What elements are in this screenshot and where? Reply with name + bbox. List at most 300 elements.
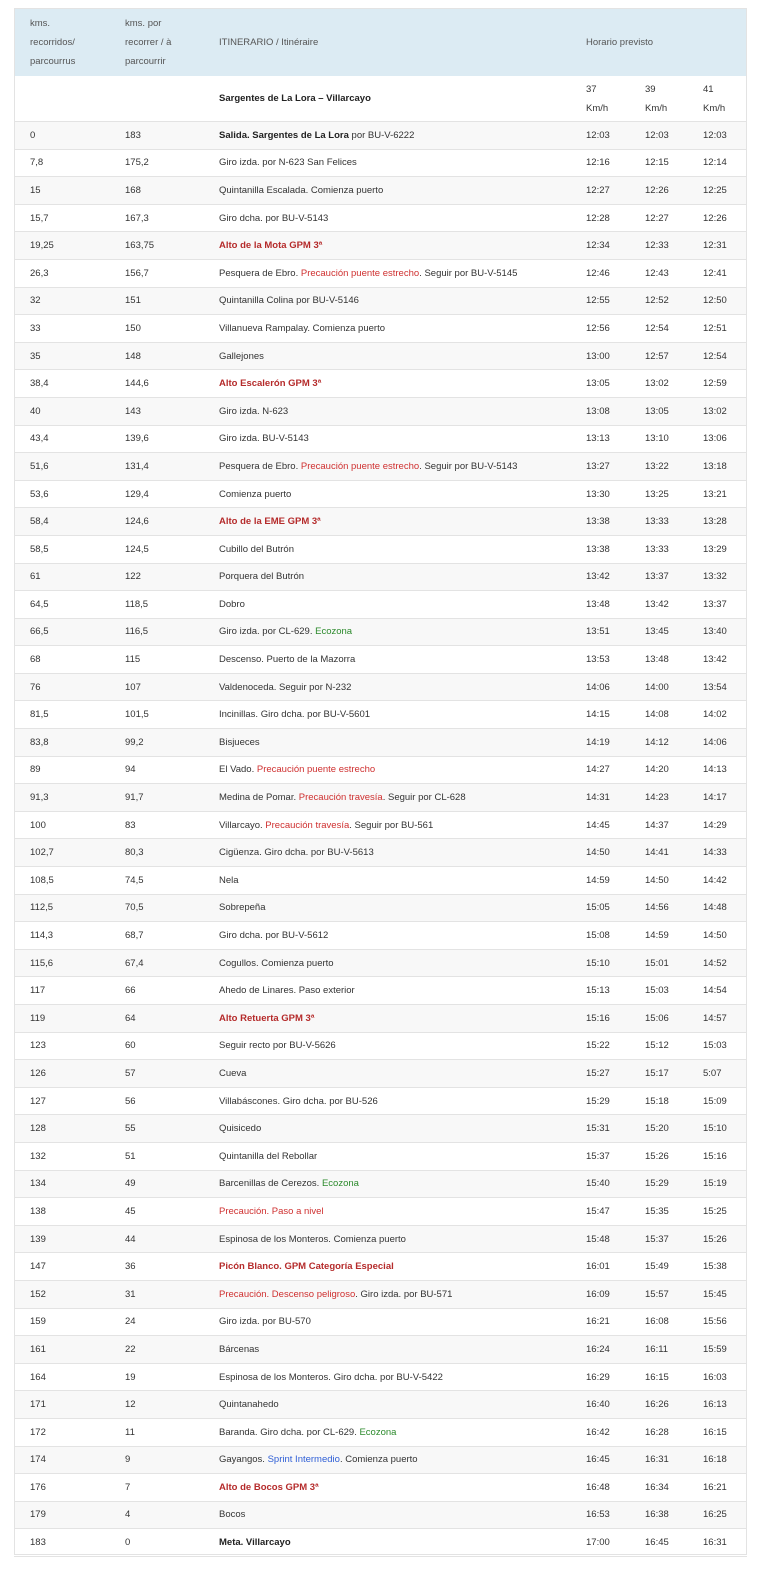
time-cell: 14:23 [630,784,688,812]
header-km-left: kms. por recorrer / à parcourrir [109,8,204,76]
route-text-part: Quintanilla Escalada. Comienza puerto [219,184,384,196]
table-row [14,756,747,784]
time-cell: 15:27 [571,1060,630,1088]
km-left-cell: 148 [109,342,204,370]
time-cell: 15:03 [688,1032,747,1060]
time-cell: 13:38 [571,535,630,563]
time-cell: 13:45 [630,618,688,646]
route-text-part: Alto Retuerta GPM 3ª [219,1012,315,1024]
route-cell [204,1391,571,1419]
km-done-cell: 43,4 [14,425,109,453]
table-row [14,811,747,839]
table-row [14,287,747,315]
route-cell [204,480,571,508]
time-cell: 15:40 [571,1170,630,1198]
km-left-cell: 144,6 [109,370,204,398]
time-cell: 13:02 [688,397,747,425]
time-cell: 13:48 [630,646,688,674]
time-cell: 15:47 [571,1198,630,1226]
km-left-cell: 107 [109,673,204,701]
km-left-cell: 156,7 [109,259,204,287]
time-cell: 15:06 [630,1005,688,1033]
time-cell: 15:25 [688,1198,747,1226]
time-cell: 13:51 [571,618,630,646]
time-cell: 12:26 [688,204,747,232]
km-left-cell: 44 [109,1225,204,1253]
route-cell [204,535,571,563]
time-cell: 14:20 [630,756,688,784]
time-cell: 15:37 [571,1142,630,1170]
table-row [14,1308,747,1336]
speed-39: 39 Km/h [630,76,688,122]
table-row [14,1336,747,1364]
time-cell: 12:28 [571,204,630,232]
km-left-cell: 31 [109,1280,204,1308]
km-done-cell: 172 [14,1418,109,1446]
route-text-part: Cubillo del Butrón [219,543,294,555]
route-text-part: Giro izda. por N-623 San Felices [219,157,357,169]
time-cell: 12:03 [688,122,747,150]
table-row [14,563,747,591]
route-text-part: Pesquera de Ebro. [219,267,301,279]
table-row [14,1501,747,1529]
route-text-part: Precaución travesía [265,819,350,831]
km-done-cell: 127 [14,1087,109,1115]
route-text-part: Baranda. Giro dcha. por CL-629. [219,1426,360,1438]
km-left-cell: 91,7 [109,784,204,812]
table-row [14,646,747,674]
header-route: ITINERARIO / Itinéraire [204,8,571,76]
time-cell: 14:12 [630,729,688,757]
table-row [14,1142,747,1170]
route-text-part: Cueva [219,1067,247,1079]
time-cell: 16:34 [630,1474,688,1502]
route-cell [204,1336,571,1364]
time-cell: 14:41 [630,839,688,867]
route-cell [204,1529,571,1557]
route-text-part: Giro izda. N-623 [219,405,289,417]
time-cell: 14:50 [688,922,747,950]
table-row [14,149,747,177]
time-cell: 13:32 [688,563,747,591]
km-left-cell: 168 [109,177,204,205]
route-cell [204,425,571,453]
route-text-part: Bocos [219,1509,246,1521]
km-done-cell: 139 [14,1225,109,1253]
km-left-cell: 150 [109,315,204,343]
route-text-part: Sobrepeña [219,902,266,914]
km-left-cell: 70,5 [109,894,204,922]
time-cell: 15:10 [571,949,630,977]
time-cell: 13:38 [571,508,630,536]
time-cell: 13:00 [571,342,630,370]
route-cell [204,1060,571,1088]
km-left-cell: 22 [109,1336,204,1364]
time-cell: 13:22 [630,453,688,481]
time-cell: 14:29 [688,811,747,839]
time-cell: 15:59 [688,1336,747,1364]
route-cell [204,122,571,150]
time-cell: 14:45 [571,811,630,839]
km-left-cell: 12 [109,1391,204,1419]
km-left-cell: 143 [109,397,204,425]
route-text-part: . Seguir por BU-561 [349,819,434,831]
time-cell: 14:37 [630,811,688,839]
time-cell: 13:05 [630,397,688,425]
time-cell: 13:42 [571,563,630,591]
route-cell [204,1363,571,1391]
table-row [14,922,747,950]
km-done-cell: 81,5 [14,701,109,729]
time-cell: 15:37 [630,1225,688,1253]
km-done-cell: 64,5 [14,591,109,619]
table-row [14,397,747,425]
time-cell: 12:55 [571,287,630,315]
route-cell [204,1142,571,1170]
km-left-cell: 99,2 [109,729,204,757]
time-cell: 13:25 [630,480,688,508]
km-left-cell: 116,5 [109,618,204,646]
km-done-cell: 83,8 [14,729,109,757]
table-row [14,1170,747,1198]
route-cell [204,508,571,536]
table-row [14,1060,747,1088]
time-cell: 15:01 [630,949,688,977]
time-cell: 16:11 [630,1336,688,1364]
header-schedule: Horario previsto [571,8,747,76]
time-cell: 12:25 [688,177,747,205]
km-done-cell: 161 [14,1336,109,1364]
time-cell: 15:29 [571,1087,630,1115]
route-cell [204,949,571,977]
time-cell: 15:05 [571,894,630,922]
route-text-part: Seguir recto por BU-V-5626 [219,1040,336,1052]
time-cell: 14:08 [630,701,688,729]
route-cell [204,1087,571,1115]
km-left-cell: 131,4 [109,453,204,481]
time-cell: 16:24 [571,1336,630,1364]
route-cell [204,1446,571,1474]
table-row [14,1280,747,1308]
route-text-part: Barcenillas de Cerezos. [219,1178,322,1190]
time-cell: 13:05 [571,370,630,398]
km-done-cell: 58,4 [14,508,109,536]
time-cell: 13:40 [688,618,747,646]
route-text-part: Precaución puente estrecho [300,460,420,472]
time-cell: 13:48 [571,591,630,619]
route-text-part: Precaución travesía [298,792,383,804]
time-cell: 12:26 [630,177,688,205]
km-done-cell: 51,6 [14,453,109,481]
km-done-cell: 91,3 [14,784,109,812]
table-row [14,618,747,646]
route-cell [204,149,571,177]
time-cell: 15:09 [688,1087,747,1115]
table-row [14,1115,747,1143]
route-text-part: Quintanilla Colina por BU-V-5146 [219,295,359,307]
time-cell: 14:50 [630,867,688,895]
route-text-part: El Vado. [219,764,257,776]
route-text-part: . Comienza puerto [339,1454,418,1466]
table-row [14,1529,747,1557]
km-left-cell: 183 [109,122,204,150]
time-cell: 16:21 [571,1308,630,1336]
route-cell [204,1501,571,1529]
km-done-cell: 102,7 [14,839,109,867]
time-cell: 12:41 [688,259,747,287]
table-row [14,1446,747,1474]
time-cell: 12:03 [571,122,630,150]
route-text-part: Porquera del Butrón [219,571,305,583]
time-cell: 13:18 [688,453,747,481]
route-cell [204,618,571,646]
km-done-cell: 100 [14,811,109,839]
time-cell: 15:29 [630,1170,688,1198]
km-left-cell: 151 [109,287,204,315]
km-done-cell: 128 [14,1115,109,1143]
route-cell [204,397,571,425]
time-cell: 13:13 [571,425,630,453]
table-row [14,729,747,757]
km-done-cell: 171 [14,1391,109,1419]
route-text-part: Bisjueces [219,736,260,748]
time-cell: 14:27 [571,756,630,784]
table-row [14,701,747,729]
route-cell [204,1418,571,1446]
route-text-part: Nela [219,874,239,886]
time-cell: 15:35 [630,1198,688,1226]
km-done-cell: 132 [14,1142,109,1170]
route-text-part: Dobro [219,598,245,610]
time-cell: 15:48 [571,1225,630,1253]
time-cell: 15:03 [630,977,688,1005]
km-done-cell: 134 [14,1170,109,1198]
km-left-cell: 11 [109,1418,204,1446]
km-done-cell: 40 [14,397,109,425]
time-cell: 14:48 [688,894,747,922]
time-cell: 13:28 [688,508,747,536]
route-text-part: Precaución puente estrecho [256,764,376,776]
time-cell: 12:50 [688,287,747,315]
time-cell: 12:54 [630,315,688,343]
time-cell: 16:38 [630,1501,688,1529]
time-cell: 13:30 [571,480,630,508]
time-cell: 12:46 [571,259,630,287]
km-left-cell: 24 [109,1308,204,1336]
time-cell: 16:31 [688,1529,747,1557]
subheader-row [14,76,747,122]
km-done-cell: 76 [14,673,109,701]
time-cell: 14:31 [571,784,630,812]
km-left-cell: 4 [109,1501,204,1529]
time-cell: 12:52 [630,287,688,315]
table-row [14,370,747,398]
route-text-part: por BU-V-6222 [348,129,415,141]
route-cell [204,894,571,922]
time-cell: 16:48 [571,1474,630,1502]
time-cell: 14:06 [688,729,747,757]
time-cell: 15:26 [630,1142,688,1170]
table-row [14,1032,747,1060]
time-cell: 12:51 [688,315,747,343]
time-cell: 12:56 [571,315,630,343]
time-cell: 12:54 [688,342,747,370]
km-done-cell: 117 [14,977,109,1005]
km-left-cell: 49 [109,1170,204,1198]
km-left-cell: 68,7 [109,922,204,950]
km-left-cell: 55 [109,1115,204,1143]
route-cell [204,1308,571,1336]
table-row [14,784,747,812]
km-left-cell: 57 [109,1060,204,1088]
time-cell: 15:16 [571,1005,630,1033]
route-text-part: . Seguir por CL-628 [382,792,466,804]
route-text-part: Alto de Bocos GPM 3ª [219,1481,319,1493]
time-cell: 14:52 [688,949,747,977]
time-cell: 12:16 [571,149,630,177]
time-cell: 12:27 [571,177,630,205]
time-cell: 13:37 [630,563,688,591]
time-cell: 16:28 [630,1418,688,1446]
table-row [14,867,747,895]
route-cell [204,701,571,729]
time-cell: 14:02 [688,701,747,729]
km-done-cell: 26,3 [14,259,109,287]
time-cell: 13:42 [688,646,747,674]
time-cell: 16:08 [630,1308,688,1336]
time-cell: 16:45 [630,1529,688,1557]
table-row [14,425,747,453]
km-left-cell: 129,4 [109,480,204,508]
km-done-cell: 159 [14,1308,109,1336]
route-cell [204,867,571,895]
time-cell: 15:19 [688,1170,747,1198]
time-cell: 14:42 [688,867,747,895]
time-cell: 14:17 [688,784,747,812]
route-cell [204,839,571,867]
table-row [14,122,747,150]
route-cell [204,977,571,1005]
time-cell: 16:09 [571,1280,630,1308]
time-cell: 16:15 [630,1363,688,1391]
time-cell: 16:42 [571,1418,630,1446]
km-done-cell: 32 [14,287,109,315]
table-row [14,453,747,481]
time-cell: 14:06 [571,673,630,701]
route-text-part: Alto de la EME GPM 3ª [219,516,321,528]
speed-41: 41 Km/h [688,76,747,122]
km-done-cell: 15 [14,177,109,205]
route-text-part: Medina de Pomar. [219,792,299,804]
km-done-cell: 61 [14,563,109,591]
route-text-part: Cogullos. Comienza puerto [219,957,334,969]
time-cell: 13:37 [688,591,747,619]
route-text-part: Villarcayo. [219,819,266,831]
route-text-part: Descenso. Puerto de la Mazorra [219,654,356,666]
time-cell: 14:13 [688,756,747,784]
km-left-cell: 167,3 [109,204,204,232]
km-done-cell: 138 [14,1198,109,1226]
km-left-cell: 122 [109,563,204,591]
km-left-cell: 175,2 [109,149,204,177]
route-text-part: Sprint Intermedio [267,1454,340,1466]
route-text-part: Quintanahedo [219,1399,279,1411]
time-cell: 15:16 [688,1142,747,1170]
table-row [14,1087,747,1115]
route-text-part: Precaución. Descenso peligroso [219,1288,356,1300]
km-done-cell: 19,25 [14,232,109,260]
route-text-part: Giro izda. por CL-629. [219,626,316,638]
route-text-part: Alto Escalerón GPM 3ª [219,378,322,390]
table-row [14,591,747,619]
time-cell: 16:31 [630,1446,688,1474]
time-cell: 15:49 [630,1253,688,1281]
time-cell: 13:29 [688,535,747,563]
km-left-cell: 83 [109,811,204,839]
table-row [14,894,747,922]
route-text-part: Precaución puente estrecho [300,267,420,279]
km-left-cell: 51 [109,1142,204,1170]
km-left-cell: 56 [109,1087,204,1115]
table-row [14,1225,747,1253]
route-cell [204,646,571,674]
time-cell: 16:40 [571,1391,630,1419]
time-cell: 16:18 [688,1446,747,1474]
route-cell [204,287,571,315]
route-text-part: Picón Blanco. GPM Categoría Especial [219,1261,394,1273]
table-header [14,8,747,76]
table-body [14,76,747,1556]
table-row [14,1198,747,1226]
route-text-part: Gallejones [219,350,264,362]
time-cell: 15:38 [688,1253,747,1281]
table-row [14,1005,747,1033]
route-text-part: Ahedo de Linares. Paso exterior [219,985,355,997]
route-text-part: Bárcenas [219,1343,260,1355]
km-done-cell: 115,6 [14,949,109,977]
route-cell [204,563,571,591]
km-left-cell: 66 [109,977,204,1005]
km-left-cell: 7 [109,1474,204,1502]
time-cell: 17:00 [571,1529,630,1557]
km-done-cell: 15,7 [14,204,109,232]
route-text-part: . Seguir por BU-V-5143 [419,460,518,472]
route-text-part: Precaución. Paso a nivel [219,1205,324,1217]
km-done-cell: 123 [14,1032,109,1060]
route-text-part: . Seguir por BU-V-5145 [419,267,518,279]
route-cell [204,922,571,950]
route-cell [204,729,571,757]
time-cell: 16:03 [688,1363,747,1391]
table-row [14,204,747,232]
km-left-cell: 64 [109,1005,204,1033]
route-text-part: Villabáscones. Giro dcha. por BU-526 [219,1095,378,1107]
route-cell [204,315,571,343]
route-cell [204,1115,571,1143]
time-cell: 16:15 [688,1418,747,1446]
time-cell: 15:22 [571,1032,630,1060]
time-cell: 13:27 [571,453,630,481]
km-left-cell: 67,4 [109,949,204,977]
km-done-cell: 68 [14,646,109,674]
table-row [14,673,747,701]
km-left-cell: 9 [109,1446,204,1474]
route-text-part: Giro izda. BU-V-5143 [219,433,309,445]
time-cell: 14:59 [571,867,630,895]
time-cell: 12:14 [688,149,747,177]
table-row [14,1474,747,1502]
km-left-cell: 101,5 [109,701,204,729]
